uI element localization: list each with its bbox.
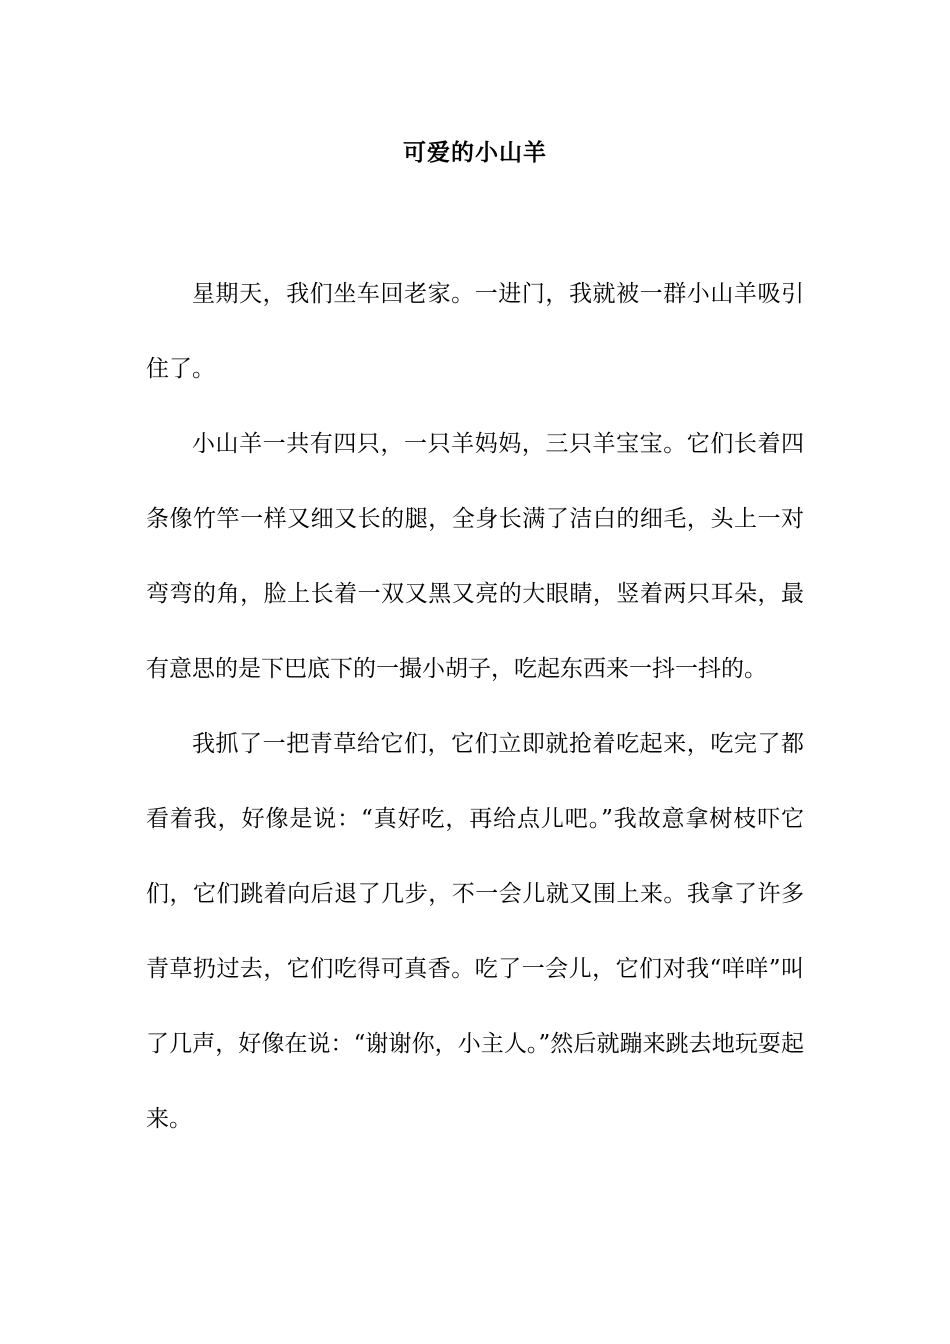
- paragraph-1: 星期天，我们坐车回老家。一进门，我就被一群小山羊吸引住了。: [146, 281, 804, 382]
- paragraph-2: 小山羊一共有四只，一只羊妈妈，三只羊宝宝。它们长着四条像竹竿一样又细又长的腿，全身长满了洁白的细毛，头上一对弯弯的角，脸上长着一双又黑又亮的大眼睛，竖着两只耳朵，最有意思的是下巴底下的一撮小胡子，吃起东西来一抖一抖的。: [146, 431, 804, 682]
- paragraph-3: 我抓了一把青草给它们，它们立即就抢着吃起来，吃完了都看着我，好像是说：“真好吃，再给点儿吧。”我故意拿树枝吓它们，它们跳着向后退了几步，不一会儿就又围上来。我拿了许多青草扔过去，它们吃得可真香。吃了一会儿，它们对我“咩咩”叫了几声，好像在说：“谢谢你，小主人。”然后就蹦来跳去地玩耍起来。: [146, 731, 804, 1132]
- document-body: [146, 257, 804, 1157]
- document-title: 可爱的小山羊: [403, 140, 547, 166]
